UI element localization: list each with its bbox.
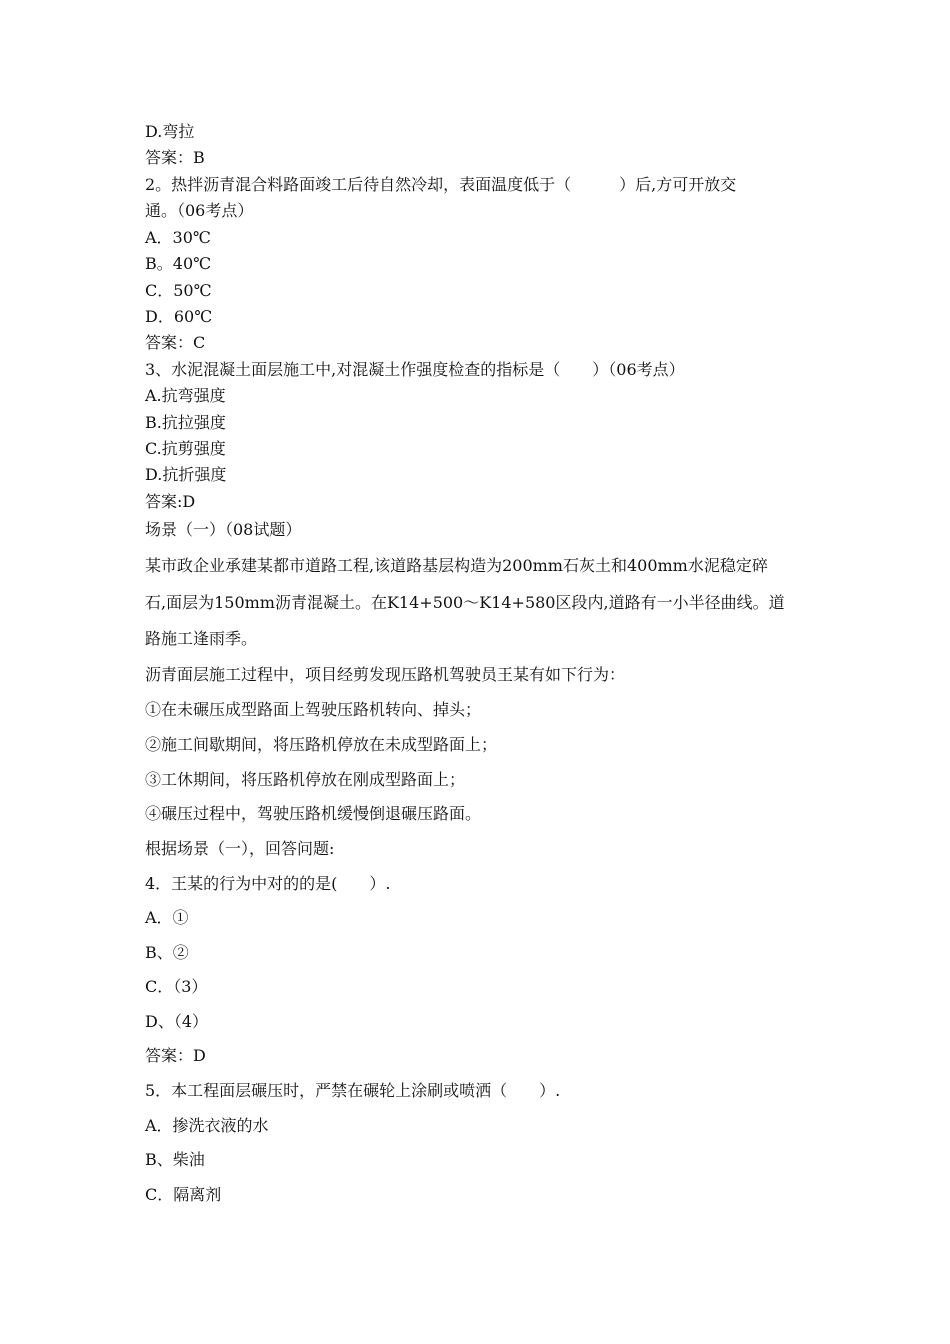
option-line: D.抗折强度	[145, 465, 227, 484]
question-3-line: 3、水泥混凝土面层施工中,对混凝土作强度检查的指标是（ ）（06考点）	[145, 360, 685, 379]
option-line: A.抗弯强度	[145, 386, 226, 405]
scenario-intro-line: 沥青面层施工过程中，项目经剪发现压路机驾驶员王某有如下行为：	[145, 665, 626, 684]
scenario-heading: 场景（一）（08试题）	[145, 520, 302, 539]
option-line: D．60℃	[145, 307, 213, 326]
behavior-item: ①在未碾压成型路面上驾驶压路机转向、掉头；	[145, 700, 482, 719]
question-5-line: 5．本工程面层碾压时，严禁在碾轮上涂刷或喷洒（ ）.	[145, 1081, 561, 1100]
answer-line: 答案:D	[145, 492, 196, 511]
answer-line: 答案：D	[145, 1046, 206, 1065]
option-line: C．（3）	[145, 977, 208, 996]
option-line: C．50℃	[145, 281, 212, 300]
option-line: A．①	[145, 908, 189, 927]
question-2-line-2: 通。（06考点）	[145, 201, 254, 220]
question-4-line: 4．王某的行为中对的的是( ）.	[145, 874, 391, 893]
option-line: A．30℃	[145, 228, 211, 247]
scenario-paragraph-line-1: 某市政企业承建某都市道路工程,该道路基层构造为200mm石灰土和400mm水泥稳定碎	[145, 556, 768, 575]
option-2d-line: D.弯拉	[145, 122, 195, 141]
scenario-paragraph-line-2: 石,面层为150mm沥青混凝土。在K14+500～K14+580区段内,道路有一小半径曲线。道	[145, 593, 785, 612]
answer-line: 答案：C	[145, 333, 206, 352]
behavior-item: ④碾压过程中，驾驶压路机缓慢倒退碾压路面。	[145, 804, 482, 823]
option-line: C.抗剪强度	[145, 439, 226, 458]
behavior-item: ②施工间歇期间，将压路机停放在未成型路面上；	[145, 735, 498, 754]
option-line: D、（4）	[145, 1012, 209, 1031]
option-line: B、柴油	[145, 1150, 205, 1169]
option-line: B。40℃	[145, 254, 212, 273]
option-line: B、②	[145, 943, 189, 962]
scenario-paragraph-line-3: 路施工逢雨季。	[145, 629, 258, 648]
behavior-item: ③工休期间，将压路机停放在刚成型路面上；	[145, 770, 466, 789]
option-line: C．隔离剂	[145, 1185, 222, 1204]
option-line: A．掺洗衣液的水	[145, 1116, 269, 1135]
answer-line: 答案：B	[145, 148, 205, 167]
question-prompt-line: 根据场景（一），回答问题:	[145, 839, 335, 858]
question-2-line-1: 2。热拌沥青混合料路面竣工后待自然冷却，表面温度低于（ ）后,方可开放交	[145, 175, 737, 194]
option-line: B.抗拉强度	[145, 413, 226, 432]
